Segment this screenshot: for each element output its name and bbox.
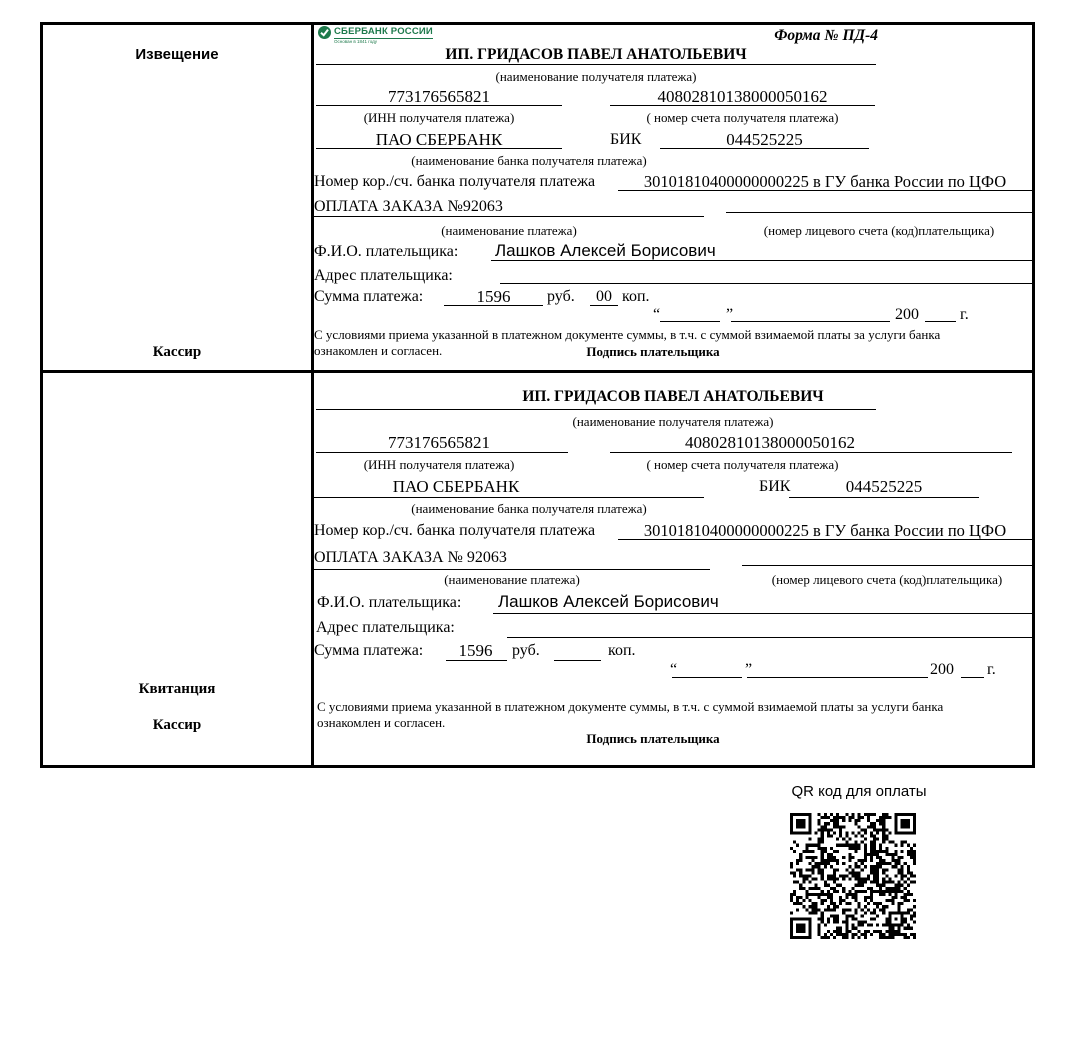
inn-caption: (ИНН получателя платежа) bbox=[363, 457, 515, 472]
amount-kop-line bbox=[590, 305, 618, 306]
notice-cashier-label: Кассир bbox=[152, 344, 202, 360]
bank-name-line bbox=[316, 148, 562, 149]
payment-name: ОПЛАТА ЗАКАЗА №92063 bbox=[314, 198, 503, 215]
amount-rub-value: 1596 bbox=[476, 287, 511, 306]
bik-line bbox=[789, 497, 979, 498]
amount-rub-line bbox=[446, 660, 507, 661]
receipt-title: Квитанция bbox=[138, 681, 216, 697]
payment-name-line bbox=[314, 216, 704, 217]
notice-body bbox=[314, 25, 1032, 370]
personal-account-caption: (номер лицевого счета (код)плательщика) bbox=[763, 223, 995, 238]
amount-rub-value: 1596 bbox=[458, 641, 493, 660]
bank-name: ПАО СБЕРБАНК bbox=[375, 130, 503, 149]
corr-account-line bbox=[618, 539, 1032, 540]
notice-section bbox=[43, 25, 1032, 373]
bik-label: БИК bbox=[610, 131, 642, 148]
bik-line bbox=[660, 148, 869, 149]
receipt-section bbox=[43, 373, 1032, 765]
account-caption: ( номер счета получателя платежа) bbox=[646, 110, 839, 125]
payment-name-caption: (наименование платежа) bbox=[441, 223, 577, 238]
corr-account-value: 30101810400000000225 в ГУ банка России по ЦФО bbox=[643, 521, 1007, 540]
account-line bbox=[610, 105, 875, 106]
payee-name-line bbox=[316, 409, 876, 410]
amount-kop-value: 00 bbox=[596, 288, 612, 305]
notice-title: Извещение bbox=[135, 46, 219, 63]
receipt-cashier-label: Кассир bbox=[152, 717, 202, 733]
payee-name: ИП. ГРИДАСОВ ПАВЕЛ АНАТОЛЬЕВИЧ bbox=[522, 388, 824, 405]
amount-label: Сумма платежа: bbox=[314, 642, 424, 659]
date-century: 200 bbox=[930, 661, 954, 678]
payer-address-line bbox=[500, 283, 1032, 284]
agreement-line2: ознакомлен и согласен. bbox=[317, 715, 446, 730]
payer-address-label: Адрес плательщика: bbox=[314, 267, 453, 284]
sberbank-logo bbox=[318, 26, 433, 44]
date-day-line bbox=[660, 321, 720, 322]
date-year-suffix: г. bbox=[987, 661, 996, 678]
personal-account-line bbox=[742, 565, 1032, 566]
corr-account-label: Номер кор./сч. банка получателя платежа bbox=[314, 173, 596, 190]
payer-name-line bbox=[493, 613, 1032, 614]
bank-name: ПАО СБЕРБАНК bbox=[392, 477, 520, 496]
pd4-form bbox=[40, 22, 1035, 768]
personal-account-caption: (номер лицевого счета (код)плательщика) bbox=[771, 572, 1003, 587]
kop-label: коп. bbox=[608, 642, 636, 659]
payer-address-label: Адрес плательщика: bbox=[316, 619, 455, 636]
date-close-quote: ” bbox=[745, 661, 753, 678]
date-year-line bbox=[961, 677, 984, 678]
payer-name: Лашков Алексей Борисович bbox=[495, 241, 716, 260]
payer-name: Лашков Алексей Борисович bbox=[498, 592, 719, 611]
inn-line bbox=[316, 452, 568, 453]
payer-fio-label: Ф.И.О. плательщика: bbox=[317, 594, 462, 611]
rub-label: руб. bbox=[512, 642, 540, 659]
account-caption: ( номер счета получателя платежа) bbox=[646, 457, 839, 472]
date-year-line bbox=[925, 321, 956, 322]
payee-inn: 773176565821 bbox=[388, 433, 490, 452]
receipt-left-cell bbox=[43, 373, 314, 765]
bik-value: 044525225 bbox=[726, 130, 803, 149]
signature-label: Подпись плательщика bbox=[586, 344, 720, 359]
sberbank-emblem-icon bbox=[318, 26, 331, 44]
bik-value: 044525225 bbox=[845, 477, 923, 496]
date-open-quote: “ bbox=[653, 306, 661, 323]
corr-account-label: Номер кор./сч. банка получателя платежа bbox=[314, 522, 596, 539]
payment-name-caption: (наименование платежа) bbox=[444, 572, 580, 587]
payee-name-line bbox=[316, 64, 876, 65]
agreement-line1: С условиями приема указанной в платежном документе суммы, в т.ч. с суммой взимаемой платы за услуги банка bbox=[314, 327, 941, 342]
payee-account: 40802810138000050162 bbox=[657, 87, 828, 106]
payee-name: ИП. ГРИДАСОВ ПАВЕЛ АНАТОЛЬЕВИЧ bbox=[445, 46, 747, 63]
payee-name-caption: (наименование получателя платежа) bbox=[495, 69, 697, 84]
bik-label: БИК bbox=[759, 478, 791, 495]
qr-code bbox=[790, 813, 916, 939]
amount-kop-line bbox=[554, 660, 601, 661]
agreement-line1: С условиями приема указанной в платежном документе суммы, в т.ч. с суммой взимаемой платы за услуги банка bbox=[317, 699, 944, 714]
date-century: 200 bbox=[895, 306, 919, 323]
date-day-line bbox=[672, 677, 742, 678]
bank-name-caption: (наименование банка получателя платежа) bbox=[411, 153, 647, 168]
payee-name-caption: (наименование получателя платежа) bbox=[572, 414, 774, 429]
bank-name-caption: (наименование банка получателя платежа) bbox=[411, 501, 647, 516]
personal-account-line bbox=[726, 212, 1032, 213]
date-month-line bbox=[731, 321, 890, 322]
sberbank-logo-text: СБЕРБАНК РОССИИ bbox=[334, 26, 433, 37]
payee-account: 40802810138000050162 bbox=[685, 433, 855, 452]
receipt-body bbox=[314, 373, 1032, 765]
rub-label: руб. bbox=[547, 288, 575, 305]
bank-name-line bbox=[314, 497, 704, 498]
inn-line bbox=[316, 105, 562, 106]
inn-caption: (ИНН получателя платежа) bbox=[363, 110, 515, 125]
kop-label: коп. bbox=[622, 288, 650, 305]
date-month-line bbox=[747, 677, 928, 678]
payee-inn: 773176565821 bbox=[388, 87, 490, 106]
payment-name-line bbox=[314, 569, 710, 570]
qr-label: QR код для оплаты bbox=[791, 783, 927, 800]
corr-account-value: 30101810400000000225 в ГУ банка России по ЦФО bbox=[643, 172, 1007, 191]
sberbank-logo-tagline: Основан в 1841 году bbox=[334, 39, 378, 44]
account-line bbox=[610, 452, 1012, 453]
amount-label: Сумма платежа: bbox=[314, 288, 424, 305]
date-year-suffix: г. bbox=[960, 306, 969, 323]
signature-label: Подпись плательщика bbox=[586, 731, 720, 746]
date-close-quote: ” bbox=[726, 306, 734, 323]
form-number-label: Форма № ПД-4 bbox=[774, 27, 878, 44]
amount-rub-line bbox=[444, 305, 543, 306]
payer-fio-label: Ф.И.О. плательщика: bbox=[314, 243, 459, 260]
agreement-line2: ознакомлен и согласен. bbox=[314, 343, 443, 358]
payer-name-line bbox=[491, 260, 1032, 261]
corr-account-line bbox=[618, 190, 1032, 191]
date-open-quote: “ bbox=[670, 661, 678, 678]
notice-left-cell bbox=[43, 25, 314, 370]
payer-address-line bbox=[507, 637, 1032, 638]
payment-name: ОПЛАТА ЗАКАЗА № 92063 bbox=[314, 549, 507, 566]
